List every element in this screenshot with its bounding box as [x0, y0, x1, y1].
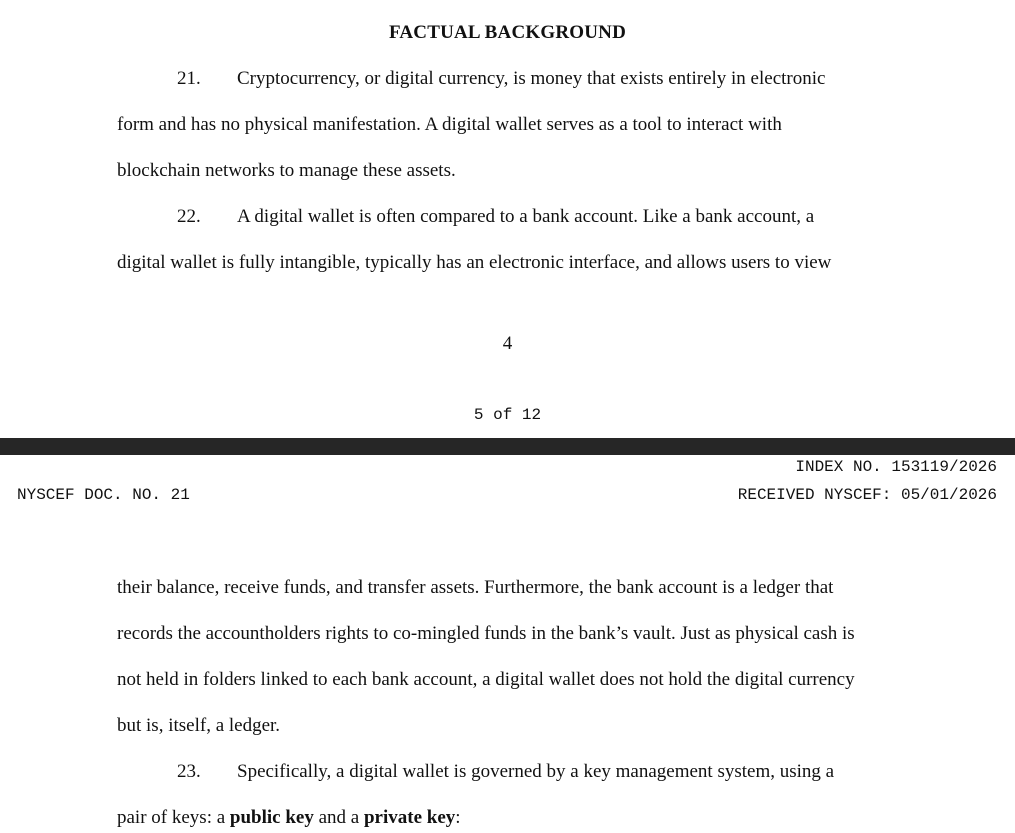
paragraph-line: but is, itself, a ledger.: [117, 715, 281, 736]
text-segment: pair of keys: a: [117, 807, 230, 828]
page-count: 5 of 12: [473, 406, 542, 424]
page-number: 4: [502, 333, 513, 354]
text-segment: and a: [313, 807, 364, 828]
received-date: RECEIVED NYSCEF: 05/01/2026: [737, 486, 997, 504]
paragraph-line: [117, 806, 461, 830]
paragraph-line: Specifically, a digital wallet is governed by a key management system, using a: [237, 761, 835, 782]
paragraph-line: their balance, receive funds, and transfer assets. Furthermore, the bank account is a ledger that: [117, 577, 834, 598]
paragraph-line: A digital wallet is often compared to a bank account. Like a bank account, a: [237, 206, 815, 227]
doc-number: NYSCEF DOC. NO. 21: [17, 486, 190, 504]
paragraph-line: form and has no physical manifestation. A digital wallet serves as a tool to interact with: [117, 114, 782, 135]
term-private-key: private key: [363, 807, 456, 828]
page-divider: [0, 438, 1015, 455]
paragraph-number: 23.: [177, 761, 201, 782]
section-heading: FACTUAL BACKGROUND: [388, 22, 627, 43]
term-public-key: public key: [229, 807, 314, 828]
paragraph-number: 22.: [177, 206, 201, 227]
text-segment: :: [455, 807, 461, 828]
paragraph-line: blockchain networks to manage these assets.: [117, 160, 456, 181]
paragraph-line: digital wallet is fully intangible, typically has an electronic interface, and allows users to view: [117, 252, 832, 273]
paragraph-line: not held in folders linked to each bank account, a digital wallet does not hold the digital currency: [117, 669, 855, 690]
paragraph-line: records the accountholders rights to co-mingled funds in the bank’s vault. Just as physical cash is: [117, 623, 855, 644]
index-number: INDEX NO. 153119/2026: [795, 458, 997, 476]
paragraph-number: 21.: [177, 68, 201, 89]
paragraph-line: Cryptocurrency, or digital currency, is money that exists entirely in electronic: [237, 68, 826, 89]
